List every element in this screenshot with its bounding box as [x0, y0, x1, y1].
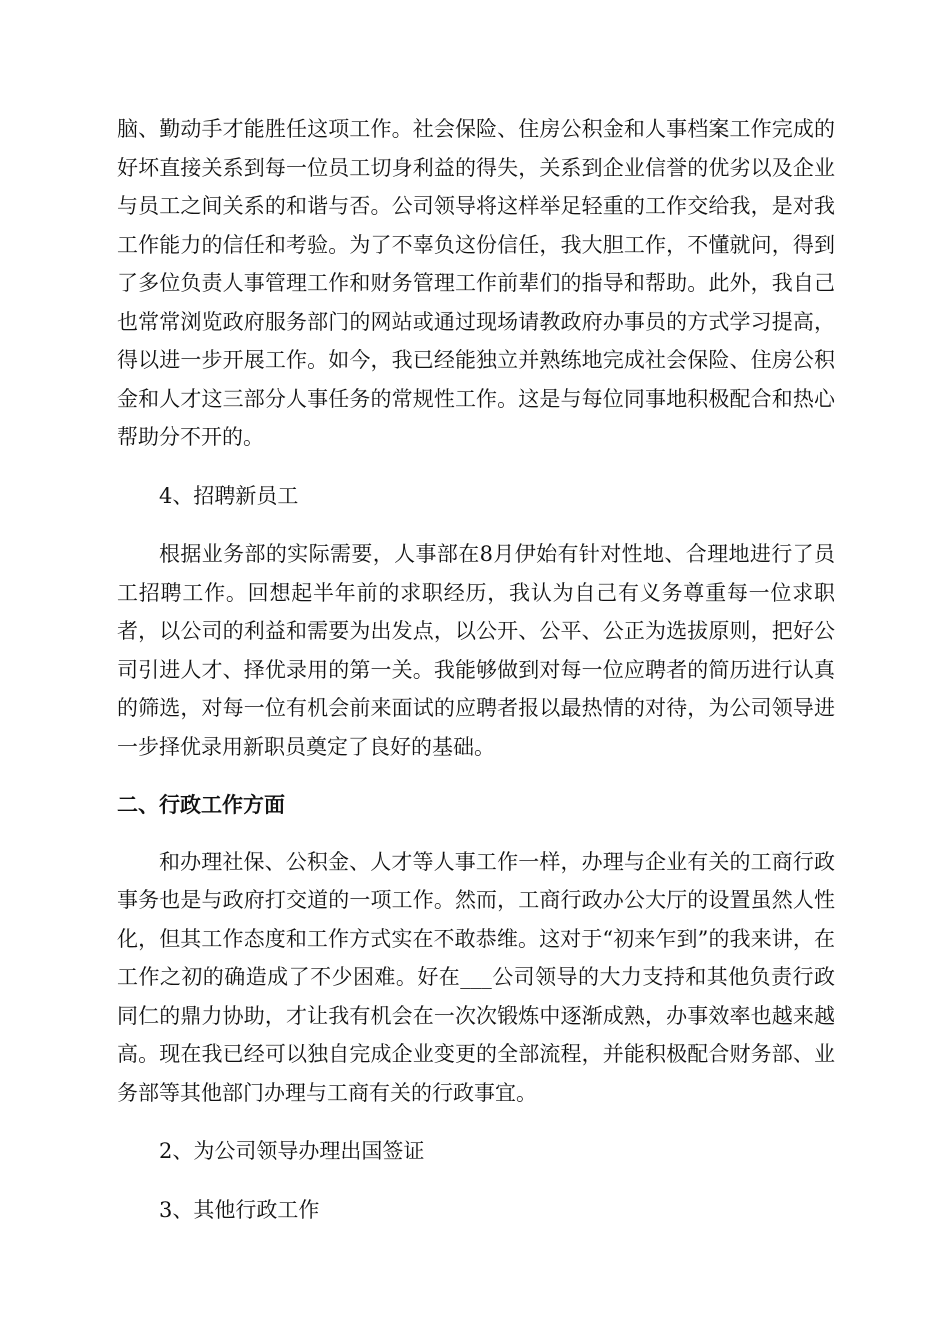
item-heading-other-admin: 3、其他行政工作 [159, 1197, 320, 1222]
section-heading-administration: 二、行政工作方面 [117, 793, 285, 817]
body-paragraph-recruitment: 根据业务部的实际需要，人事部在8月伊始有针对性地、合理地进行了员工招聘工作。回想起半年前的求职经历，我认为自己有义务尊重每一位求职者，以公司的利益和需要为出发点，以公开、公平、公正为选拔原则，把好公司引进人才、择优录用的第一关。我能够做到对每一位应聘者的简历进行认真的筛选，对每一位有机会前来面试的应聘者报以最热情的对待，为公司领导进一步择优录用新职员奠定了良好的基础。 [117, 542, 835, 759]
item-heading-recruitment: 4、招聘新员工 [159, 483, 299, 508]
body-paragraph-administration: 和办理社保、公积金、人才等人事工作一样，办理与企业有关的工商行政事务也是与政府打交道的一项工作。然而，工商行政办公大厅的设置虽然人性化，但其工作态度和工作方式实在不敢恭维。这对于“初来乍到”的我来讲，在工作之初的确造成了不少困难。好在___公司领导的大力支持和其他负责行政同仁的鼎力协助，才让我有机会在一次次锻炼中逐渐成熟，办事效率也越来越高。现在我已经可以独自完成企业变更的全部流程，并能积极配合财务部、业务部等其他部门办理与工商有关的行政事宜。 [117, 849, 835, 1105]
item-heading-visa: 2、为公司领导办理出国签证 [159, 1139, 425, 1163]
spacer [117, 1112, 835, 1132]
spacer [117, 515, 835, 535]
body-paragraph-personnel-records: 脑、勤动手才能胜任这项工作。社会保险、住房公积金和人事档案工作完成的好坏直接关系到每一位员工切身利益的得失，关系到企业信誉的优劣以及企业与员工之间关系的和谐与否。公司领导将这样举足轻重的工作交给我，是对我工作能力的信任和考验。为了不辜负这份信任，我大胆工作，不懂就问，得到了多位负责人事管理工作和财务管理工作前辈们的指导和帮助。此外，我自己也常常浏览政府服务部门的网站或通过现场请教政府办事员的方式学习提高，得以进一步开展工作。如今，我已经能独立并熟练地完成社会保险、住房公积金和人才这三部分人事任务的常规性工作。这是与每位同事地积极配合和热心帮助分不开的。 [117, 117, 835, 449]
spacer [117, 457, 835, 477]
spacer [117, 825, 835, 843]
document-page [117, 110, 835, 1229]
spacer [117, 766, 835, 786]
spacer [117, 1171, 835, 1191]
